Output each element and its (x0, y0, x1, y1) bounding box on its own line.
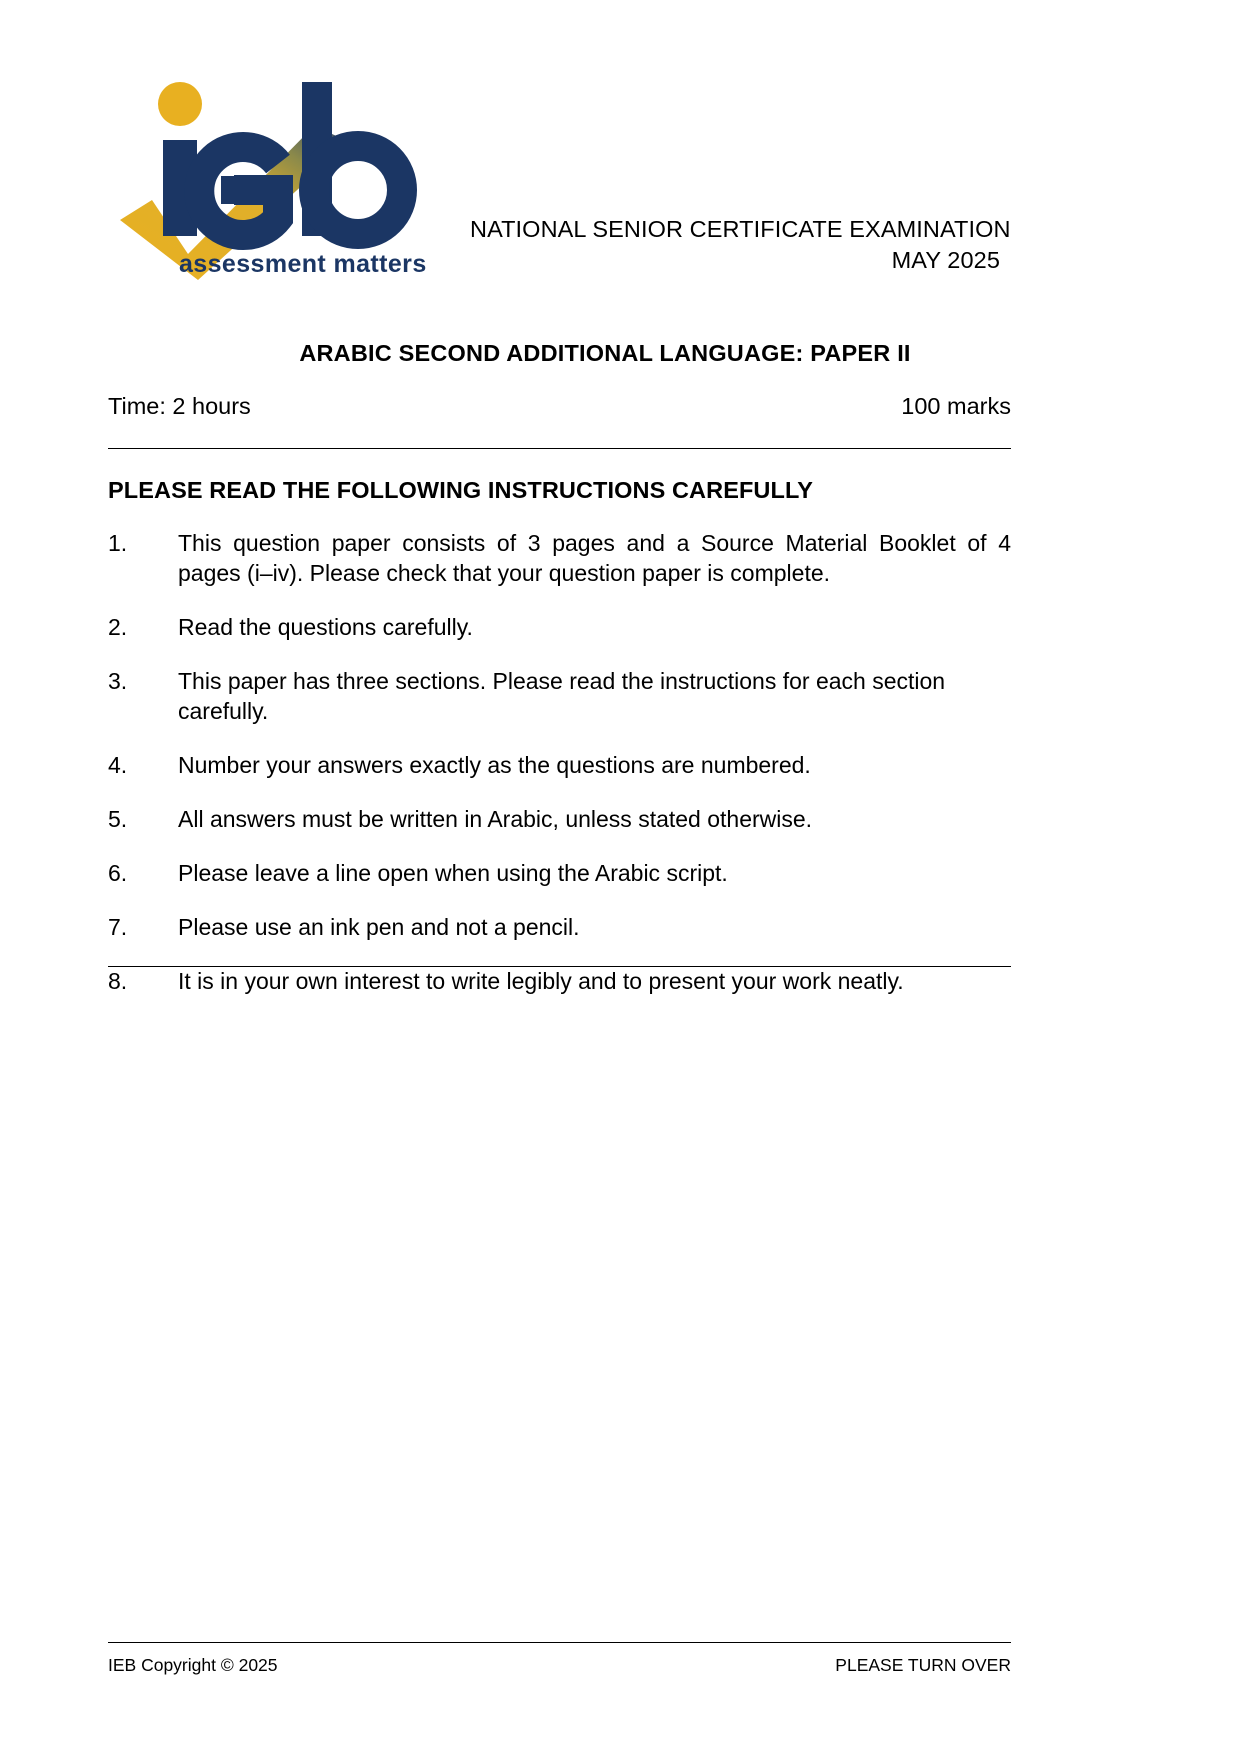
exam-meta-row (108, 393, 1011, 420)
instructions-list (108, 528, 1011, 1020)
divider-top (108, 448, 1011, 449)
ieb-logo (118, 68, 448, 283)
list-item (108, 858, 1011, 888)
exam-body-line-1: NATIONAL SENIOR CERTIFICATE EXAMINATION (470, 216, 1011, 242)
list-item (108, 912, 1011, 942)
list-item (108, 804, 1011, 834)
page-title: ARABIC SECOND ADDITIONAL LANGUAGE: PAPER II (299, 340, 911, 366)
list-item-number: 3. (108, 668, 128, 694)
list-item-text: Number your answers exactly as the questions are numbered. (178, 752, 811, 778)
instructions-heading: PLEASE READ THE FOLLOWING INSTRUCTIONS CAREFULLY (108, 477, 814, 503)
list-item-number: 8. (108, 968, 128, 994)
list-item-number: 7. (108, 914, 128, 940)
list-item-number: 1. (108, 530, 128, 556)
page-footer (108, 1655, 1011, 1676)
list-item (108, 666, 1011, 726)
list-item-number: 6. (108, 860, 128, 886)
page-header (0, 0, 1240, 310)
copyright-notice: IEB Copyright © 2025 (108, 1655, 278, 1675)
exam-total-marks: 100 marks (901, 393, 1011, 419)
list-item-text: This question paper consists of 3 pages and a Source Material Booklet of 4 pages (i–iv). Please check that your question paper is complete. (178, 530, 1011, 586)
list-item (108, 612, 1011, 642)
list-item (108, 528, 1011, 588)
list-item (108, 966, 1011, 996)
list-item-text: This paper has three sections. Please read the instructions for each section carefully. (178, 668, 946, 724)
ieb-logo-svg (118, 68, 448, 283)
list-item-number: 5. (108, 806, 128, 832)
turn-over-notice: PLEASE TURN OVER (835, 1655, 1011, 1675)
list-item-text: Please use an ink pen and not a pencil. (178, 914, 580, 940)
divider-footer (108, 1642, 1011, 1643)
list-item-number: 2. (108, 614, 128, 640)
logo-letter-b-bowl (314, 146, 402, 234)
logo-letter-e-bar (221, 176, 279, 204)
exam-duration: Time: 2 hours (108, 393, 251, 419)
list-item-number: 4. (108, 752, 128, 778)
list-item-text: Read the questions carefully. (178, 614, 473, 640)
exam-authority-text (470, 214, 1011, 276)
list-item-text: It is in your own interest to write legibly and to present your work neatly. (178, 968, 904, 994)
logo-tagline: assessment matters (179, 250, 427, 278)
list-item (108, 750, 1011, 780)
exam-body-line-2: MAY 2025 (891, 247, 1000, 273)
logo-i-dot (158, 82, 202, 126)
divider-bottom (108, 966, 1011, 967)
list-item-text: All answers must be written in Arabic, unless stated otherwise. (178, 806, 813, 832)
list-item-text: Please leave a line open when using the Arabic script. (178, 860, 728, 886)
